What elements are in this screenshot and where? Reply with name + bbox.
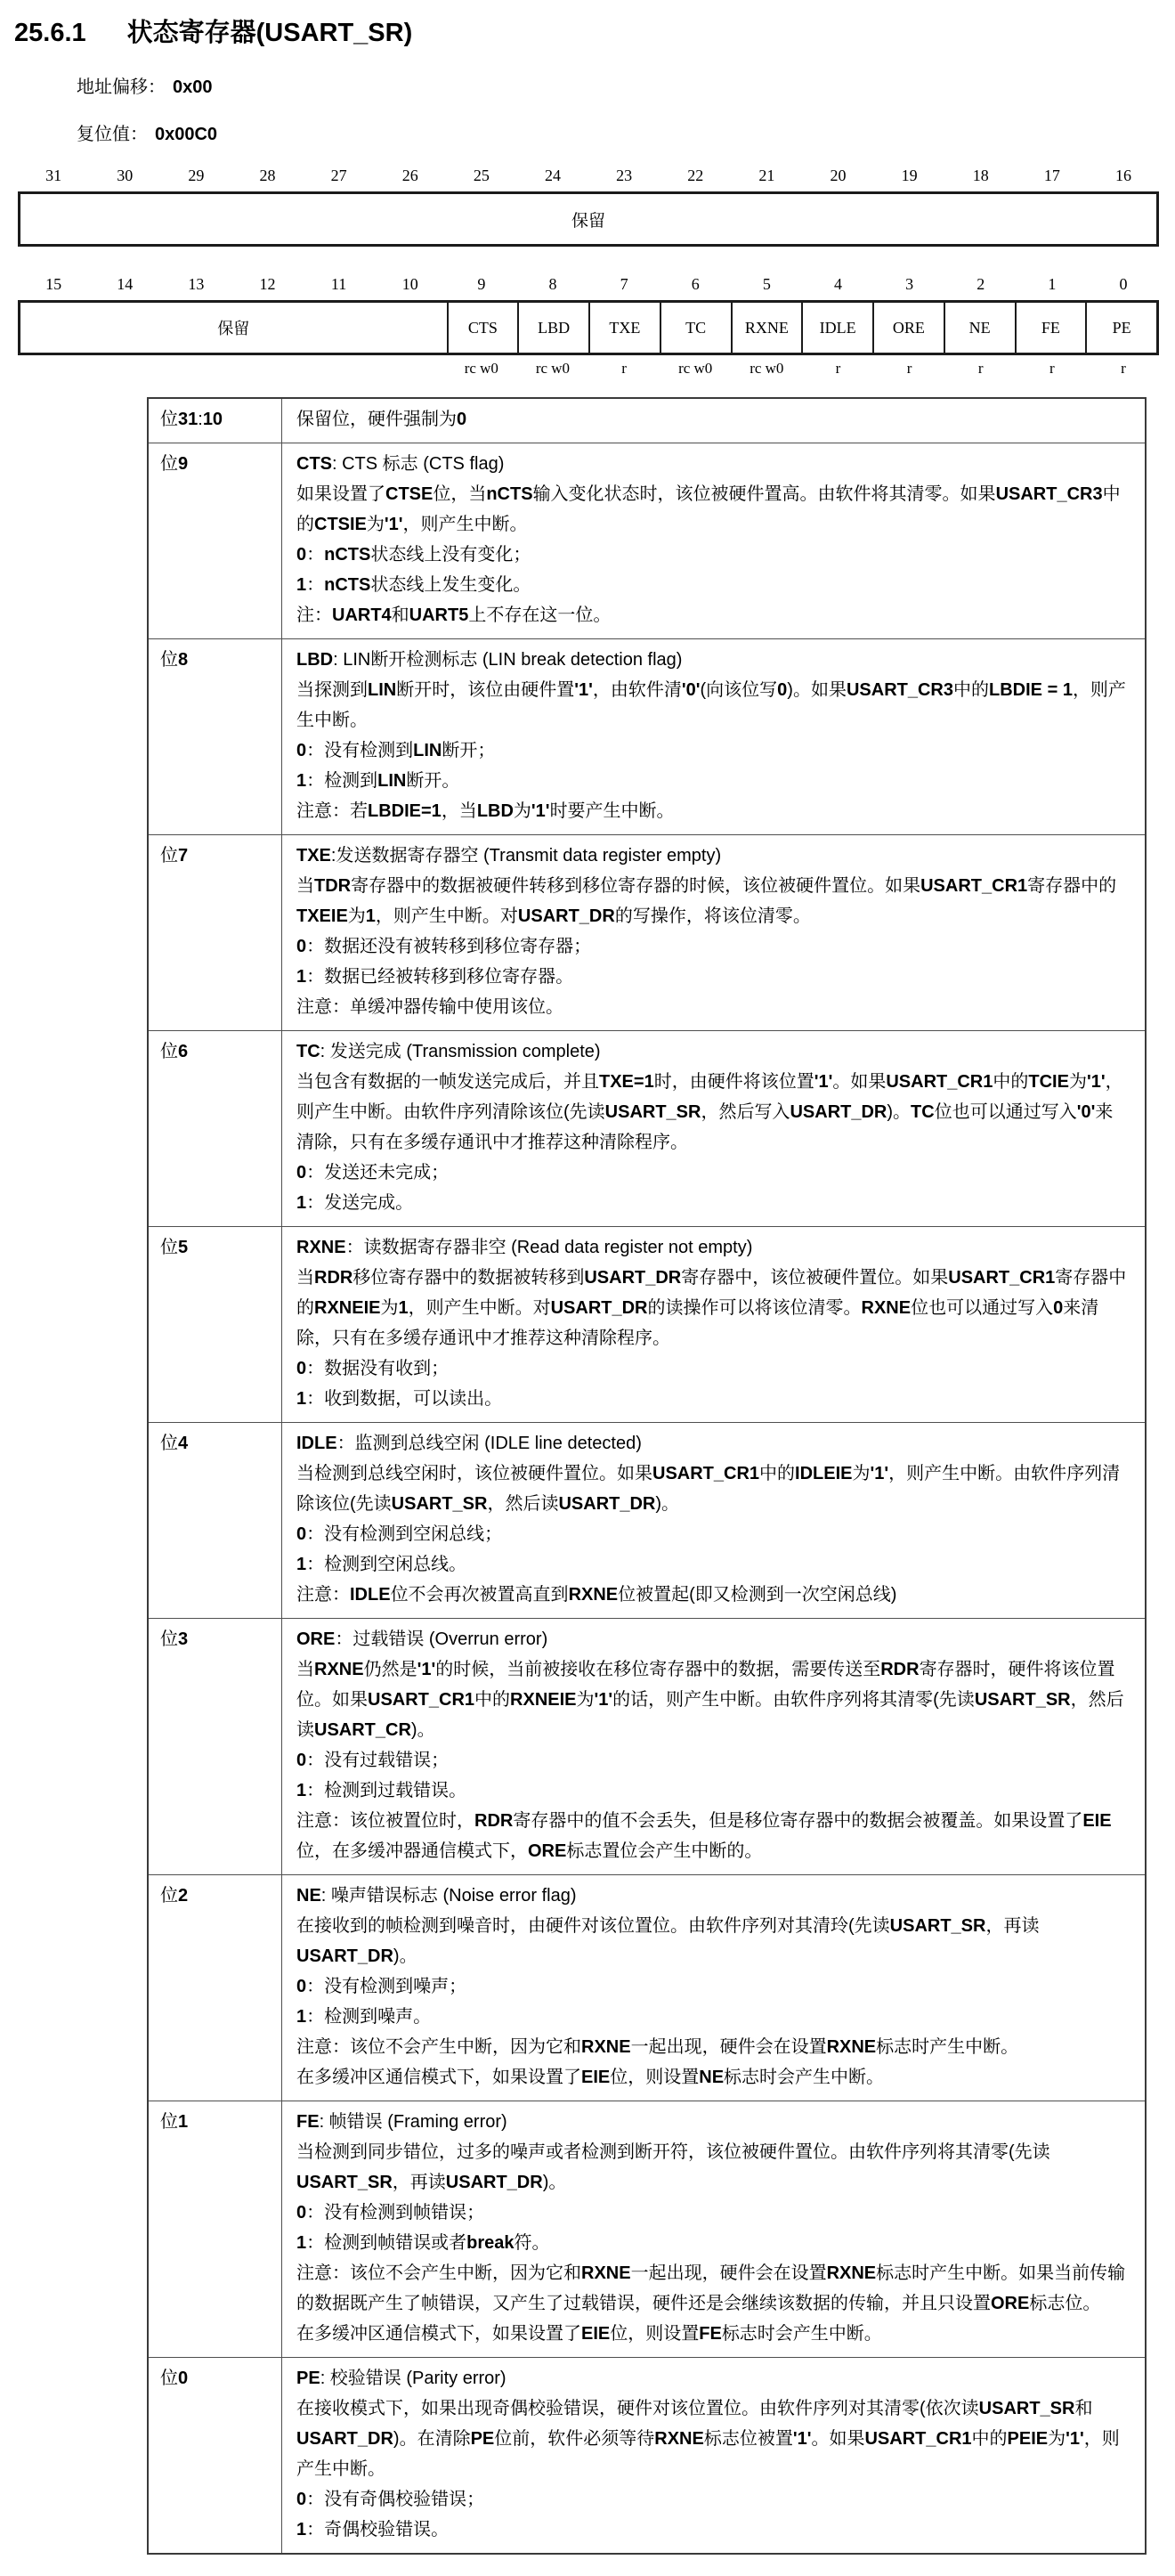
section-heading <box>14 12 1175 49</box>
field-title-line: ORE：过载错误 (Overrun error) <box>296 1629 548 1649</box>
bit-description-cell <box>282 2358 1147 2555</box>
bit-description-table <box>147 397 1147 2555</box>
bit-number: 31 <box>45 167 62 184</box>
register-box-high <box>18 191 1159 247</box>
page-title: 状态寄存器(USART_SR) <box>126 19 413 47</box>
access-type-idle: r <box>835 360 841 377</box>
reset-value-value: 0x00C0 <box>155 125 218 144</box>
bit-description-cell <box>282 1423 1147 1619</box>
bit-number: 3 <box>905 275 914 293</box>
field-title-line: FE: 帧错误 (Framing error) <box>296 2112 507 2132</box>
access-type-empty <box>18 360 89 378</box>
description-line: 注意：该位不会产生中断，因为它和RXNE一起出现，硬件会在设置RXNE标志时产生中断。 <box>296 2037 1019 2057</box>
bit-range-cell: 位7 <box>148 835 282 1031</box>
description-line: 当RXNE仍然是'1'的时候，当前被接收在移位寄存器中的数据，需要传送至RDR寄存器时，硬件将该位置位。如果USART_CR1中的RXNEIE为'1'的话，则产生中断。由软件序列将其清零(先读USART_SR，然后读USART_CR)。 <box>296 1660 1124 1740</box>
section-number: 25.6.1 <box>14 19 86 47</box>
bit-numbers-high <box>18 167 1159 185</box>
bit-description-cell <box>282 398 1147 443</box>
address-offset-value: 0x00 <box>173 77 213 97</box>
description-line: 0：nCTS状态线上没有变化； <box>296 545 531 565</box>
bit-number: 26 <box>401 167 418 184</box>
description-line: 在接收模式下，如果出现奇偶校验错误，硬件对该位置位。由软件序列对其清零(依次读USART_SR和USART_DR)。在清除PE位前，软件必须等待RXNE标志位被置'1'。如果USART_CR1中的PEIE为'1'，则产生中断。 <box>296 2399 1120 2479</box>
field-title-line: TXE:发送数据寄存器空 (Transmit data register empty) <box>296 846 722 865</box>
access-type-tc: rc w0 <box>678 360 713 377</box>
description-line: 1：数据已经被转移到移位寄存器。 <box>296 967 574 987</box>
access-type-empty <box>160 360 231 378</box>
description-line: 1：检测到LIN断开。 <box>296 771 460 791</box>
register-field-idle: IDLE <box>801 303 872 353</box>
access-type-empty <box>231 360 303 378</box>
description-line: 注意：IDLE位不会再次被置高直到RXNE位被置起(即又检测到一次空闲总线) <box>296 1585 897 1605</box>
description-line: 1：nCTS状态线上发生变化。 <box>296 575 531 595</box>
bit-number: 9 <box>477 275 486 293</box>
bit-number: 24 <box>544 167 561 184</box>
register-field-ne: NE <box>944 303 1015 353</box>
bit-description-cell <box>282 1619 1147 1875</box>
bit-range-cell: 位4 <box>148 1423 282 1619</box>
field-title-line: RXNE：读数据寄存器非空 (Read data register not empty) <box>296 1238 753 1257</box>
description-line: 当检测到总线空闲时，该位被硬件置位。如果USART_CR1中的IDLEIE为'1'，则产生中断。由软件序列清除该位(先读USART_SR，然后读USART_DR)。 <box>296 1464 1121 1514</box>
bit-number: 11 <box>330 275 347 293</box>
access-type-empty <box>304 360 375 378</box>
description-line: 当RDR移位寄存器中的数据被转移到USART_DR寄存器中，该位被硬件置位。如果USART_CR1寄存器中的RXNEIE为1，则产生中断。对USART_DR的读操作可以将该位清零。RXNE位也可以通过写入0来清除，只有在多缓存通讯中才推荐这种清除程序。 <box>296 1268 1127 1348</box>
description-line: 1：检测到帧错误或者break符。 <box>296 2233 550 2253</box>
bit-range-cell: 位5 <box>148 1227 282 1423</box>
description-line: 当探测到LIN断开时，该位由硬件置'1'，由软件清'0'(向该位写0)。如果USART_CR3中的LBDIE = 1，则产生中断。 <box>296 680 1126 730</box>
bit-number: 8 <box>548 275 557 293</box>
access-types-row <box>18 360 1159 378</box>
description-line: 0：没有检测到噪声； <box>296 1977 467 1996</box>
bit-number: 0 <box>1119 275 1128 293</box>
description-line: 0：没有奇偶校验错误； <box>296 2490 485 2509</box>
bit-description-row <box>148 1619 1146 1875</box>
access-type-ne: r <box>977 360 984 377</box>
bit-description-cell <box>282 1031 1147 1227</box>
bit-number: 29 <box>188 167 205 184</box>
bit-description-row <box>148 398 1146 443</box>
register-field-ore: ORE <box>872 303 944 353</box>
bit-number: 17 <box>1043 167 1060 184</box>
description-line: 在多缓冲区通信模式下，如果设置了EIE位，则设置NE标志时会产生中断。 <box>296 2068 885 2087</box>
description-line: 在多缓冲区通信模式下，如果设置了EIE位，则设置FE标志时会产生中断。 <box>296 2324 882 2344</box>
register-field-lbd: LBD <box>517 303 588 353</box>
bit-description-row <box>148 1031 1146 1227</box>
bit-number: 18 <box>972 167 989 184</box>
description-line: 1：检测到过载错误。 <box>296 1781 467 1800</box>
field-title-line: LBD: LIN断开检测标志 (LIN break detection flag) <box>296 650 683 670</box>
description-line: 1：检测到空闲总线。 <box>296 1555 467 1574</box>
register-field-cts: CTS <box>447 303 518 353</box>
bit-description-cell <box>282 1875 1147 2101</box>
bit-number: 15 <box>45 275 62 293</box>
bit-description-table-body <box>148 398 1146 2554</box>
bit-range-cell: 位3 <box>148 1619 282 1875</box>
description-line: 1：奇偶校验错误。 <box>296 2520 450 2539</box>
bit-number: 5 <box>762 275 771 293</box>
bit-range-cell: 位0 <box>148 2358 282 2555</box>
bit-number: 1 <box>1048 275 1057 293</box>
description-line: 注：UART4和UART5上不存在这一位。 <box>296 605 612 625</box>
bit-number: 2 <box>976 275 985 293</box>
bit-range-cell: 位31:10 <box>148 398 282 443</box>
bit-range-cell: 位2 <box>148 1875 282 2101</box>
bit-number: 6 <box>691 275 700 293</box>
register-field-tc: TC <box>660 303 731 353</box>
access-type-fe: r <box>1049 360 1055 377</box>
bit-description-row <box>148 443 1146 639</box>
address-offset-line <box>77 72 1175 98</box>
register-field-txe: TXE <box>588 303 660 353</box>
field-title-line: PE: 校验错误 (Parity error) <box>296 2369 506 2388</box>
bit-range-cell: 位6 <box>148 1031 282 1227</box>
reset-value-line <box>77 119 1175 145</box>
bit-range-cell: 位8 <box>148 639 282 835</box>
bit-number: 12 <box>259 275 276 293</box>
bit-range-cell: 位9 <box>148 443 282 639</box>
bit-number: 21 <box>758 167 775 184</box>
bit-number: 7 <box>620 275 628 293</box>
register-box-low <box>18 300 1159 355</box>
bit-number: 22 <box>687 167 704 184</box>
description-line: 注意：单缓冲器传输中使用该位。 <box>296 997 563 1017</box>
description-line: 1：检测到噪声。 <box>296 2007 432 2027</box>
description-line: 注意：若LBDIE=1，当LBD为'1'时要产生中断。 <box>296 801 675 821</box>
bit-description-row <box>148 2358 1146 2555</box>
reset-value-label: 复位值： <box>77 125 148 144</box>
access-type-rxne: rc w0 <box>750 360 784 377</box>
bit-description-row <box>148 1423 1146 1619</box>
description-line: 1：收到数据，可以读出。 <box>296 1389 503 1409</box>
field-title-line: TC: 发送完成 (Transmission complete) <box>296 1042 601 1061</box>
bit-number: 10 <box>401 275 418 293</box>
register-diagram <box>18 167 1159 378</box>
bit-description-cell <box>282 1227 1147 1423</box>
address-offset-label: 地址偏移： <box>77 77 166 97</box>
bit-number: 4 <box>833 275 842 293</box>
access-type-empty <box>89 360 160 378</box>
access-type-cts: rc w0 <box>464 360 498 377</box>
bit-description-cell <box>282 835 1147 1031</box>
reserved-field-high: 保留 <box>571 211 605 231</box>
bit-numbers-low <box>18 275 1159 294</box>
field-title-line: IDLE：监测到总线空闲 (IDLE line detected) <box>296 1434 642 1453</box>
bit-description-cell <box>282 2101 1147 2358</box>
access-type-lbd: rc w0 <box>535 360 571 377</box>
bit-number: 13 <box>188 275 205 293</box>
description-line: 0：数据还没有被转移到移位寄存器； <box>296 937 592 956</box>
field-title-line: NE: 噪声错误标志 (Noise error flag) <box>296 1886 577 1906</box>
bit-number: 30 <box>117 167 134 184</box>
description-line: 保留位，硬件强制为0 <box>296 410 467 429</box>
field-title-line: CTS: CTS 标志 (CTS flag) <box>296 454 505 474</box>
bit-description-row <box>148 835 1146 1031</box>
description-line: 注意：该位被置位时，RDR寄存器中的值不会丢失，但是移位寄存器中的数据会被覆盖。如果设置了EIE位，在多缓冲器通信模式下，ORE标志置位会产生中断的。 <box>296 1811 1112 1861</box>
bit-number: 19 <box>901 167 918 184</box>
description-line: 注意：该位不会产生中断，因为它和RXNE一起出现，硬件会在设置RXNE标志时产生中断。如果当前传输的数据既产生了帧错误，又产生了过载错误，硬件还是会继续该数据的传输，并且只设置ORE标志位。 <box>296 2263 1126 2313</box>
access-type-txe: r <box>621 360 627 377</box>
register-field-rxne: RXNE <box>731 303 802 353</box>
register-meta <box>77 72 1175 145</box>
bit-number: 16 <box>1114 167 1131 184</box>
reserved-field-low: 保留 <box>217 320 250 337</box>
description-line: 当包含有数据的一帧发送完成后，并且TXE=1时，由硬件将该位置'1'。如果USART_CR1中的TCIE为'1'，则产生中断。由软件序列清除该位(先读USART_SR，然后写入USART_DR)。TC位也可以通过写入'0'来清除，只有在多缓存通讯中才推荐这种清除程序。 <box>296 1072 1123 1152</box>
description-line: 0：没有过载错误； <box>296 1751 450 1770</box>
description-line: 0：没有检测到LIN断开； <box>296 741 496 760</box>
bit-number: 23 <box>616 167 633 184</box>
bit-description-cell <box>282 443 1147 639</box>
bit-number: 20 <box>830 167 847 184</box>
bit-number: 27 <box>330 167 347 184</box>
bit-range-cell: 位1 <box>148 2101 282 2358</box>
bit-description-row <box>148 1227 1146 1423</box>
register-field-fe: FE <box>1015 303 1086 353</box>
access-type-ore: r <box>906 360 912 377</box>
description-line: 0：没有检测到帧错误； <box>296 2203 485 2223</box>
description-line: 在接收到的帧检测到噪音时，由硬件对该位置位。由软件序列对其清玲(先读USART_SR，再读USART_DR)。 <box>296 1916 1040 1966</box>
bit-description-row <box>148 1875 1146 2101</box>
description-line: 0：没有检测到空闲总线； <box>296 1524 503 1544</box>
description-line: 0：数据没有收到； <box>296 1359 450 1378</box>
register-field-pe: PE <box>1085 303 1156 353</box>
bit-number: 25 <box>473 167 490 184</box>
description-line: 当TDR寄存器中的数据被硬件转移到移位寄存器的时候，该位被硬件置位。如果USART_CR1寄存器中的TXEIE为1，则产生中断。对USART_DR的写操作，将该位清零。 <box>296 876 1117 926</box>
access-type-pe: r <box>1121 360 1126 377</box>
description-line: 如果设置了CTSE位，当nCTS输入变化状态时，该位被硬件置高。由软件将其清零。如果USART_CR3中的CTSIE为'1'，则产生中断。 <box>296 484 1121 534</box>
bit-description-row <box>148 639 1146 835</box>
description-line: 1：发送完成。 <box>296 1193 414 1213</box>
bit-description-row <box>148 2101 1146 2358</box>
description-line: 0：发送还未完成； <box>296 1163 450 1182</box>
bit-number: 28 <box>259 167 276 184</box>
bit-description-cell <box>282 639 1147 835</box>
bit-number: 14 <box>117 275 134 293</box>
description-line: 当检测到同步错位，过多的噪声或者检测到断开符，该位被硬件置位。由软件序列将其清零(先读USART_SR，再读USART_DR)。 <box>296 2142 1050 2192</box>
access-type-empty <box>375 360 446 378</box>
